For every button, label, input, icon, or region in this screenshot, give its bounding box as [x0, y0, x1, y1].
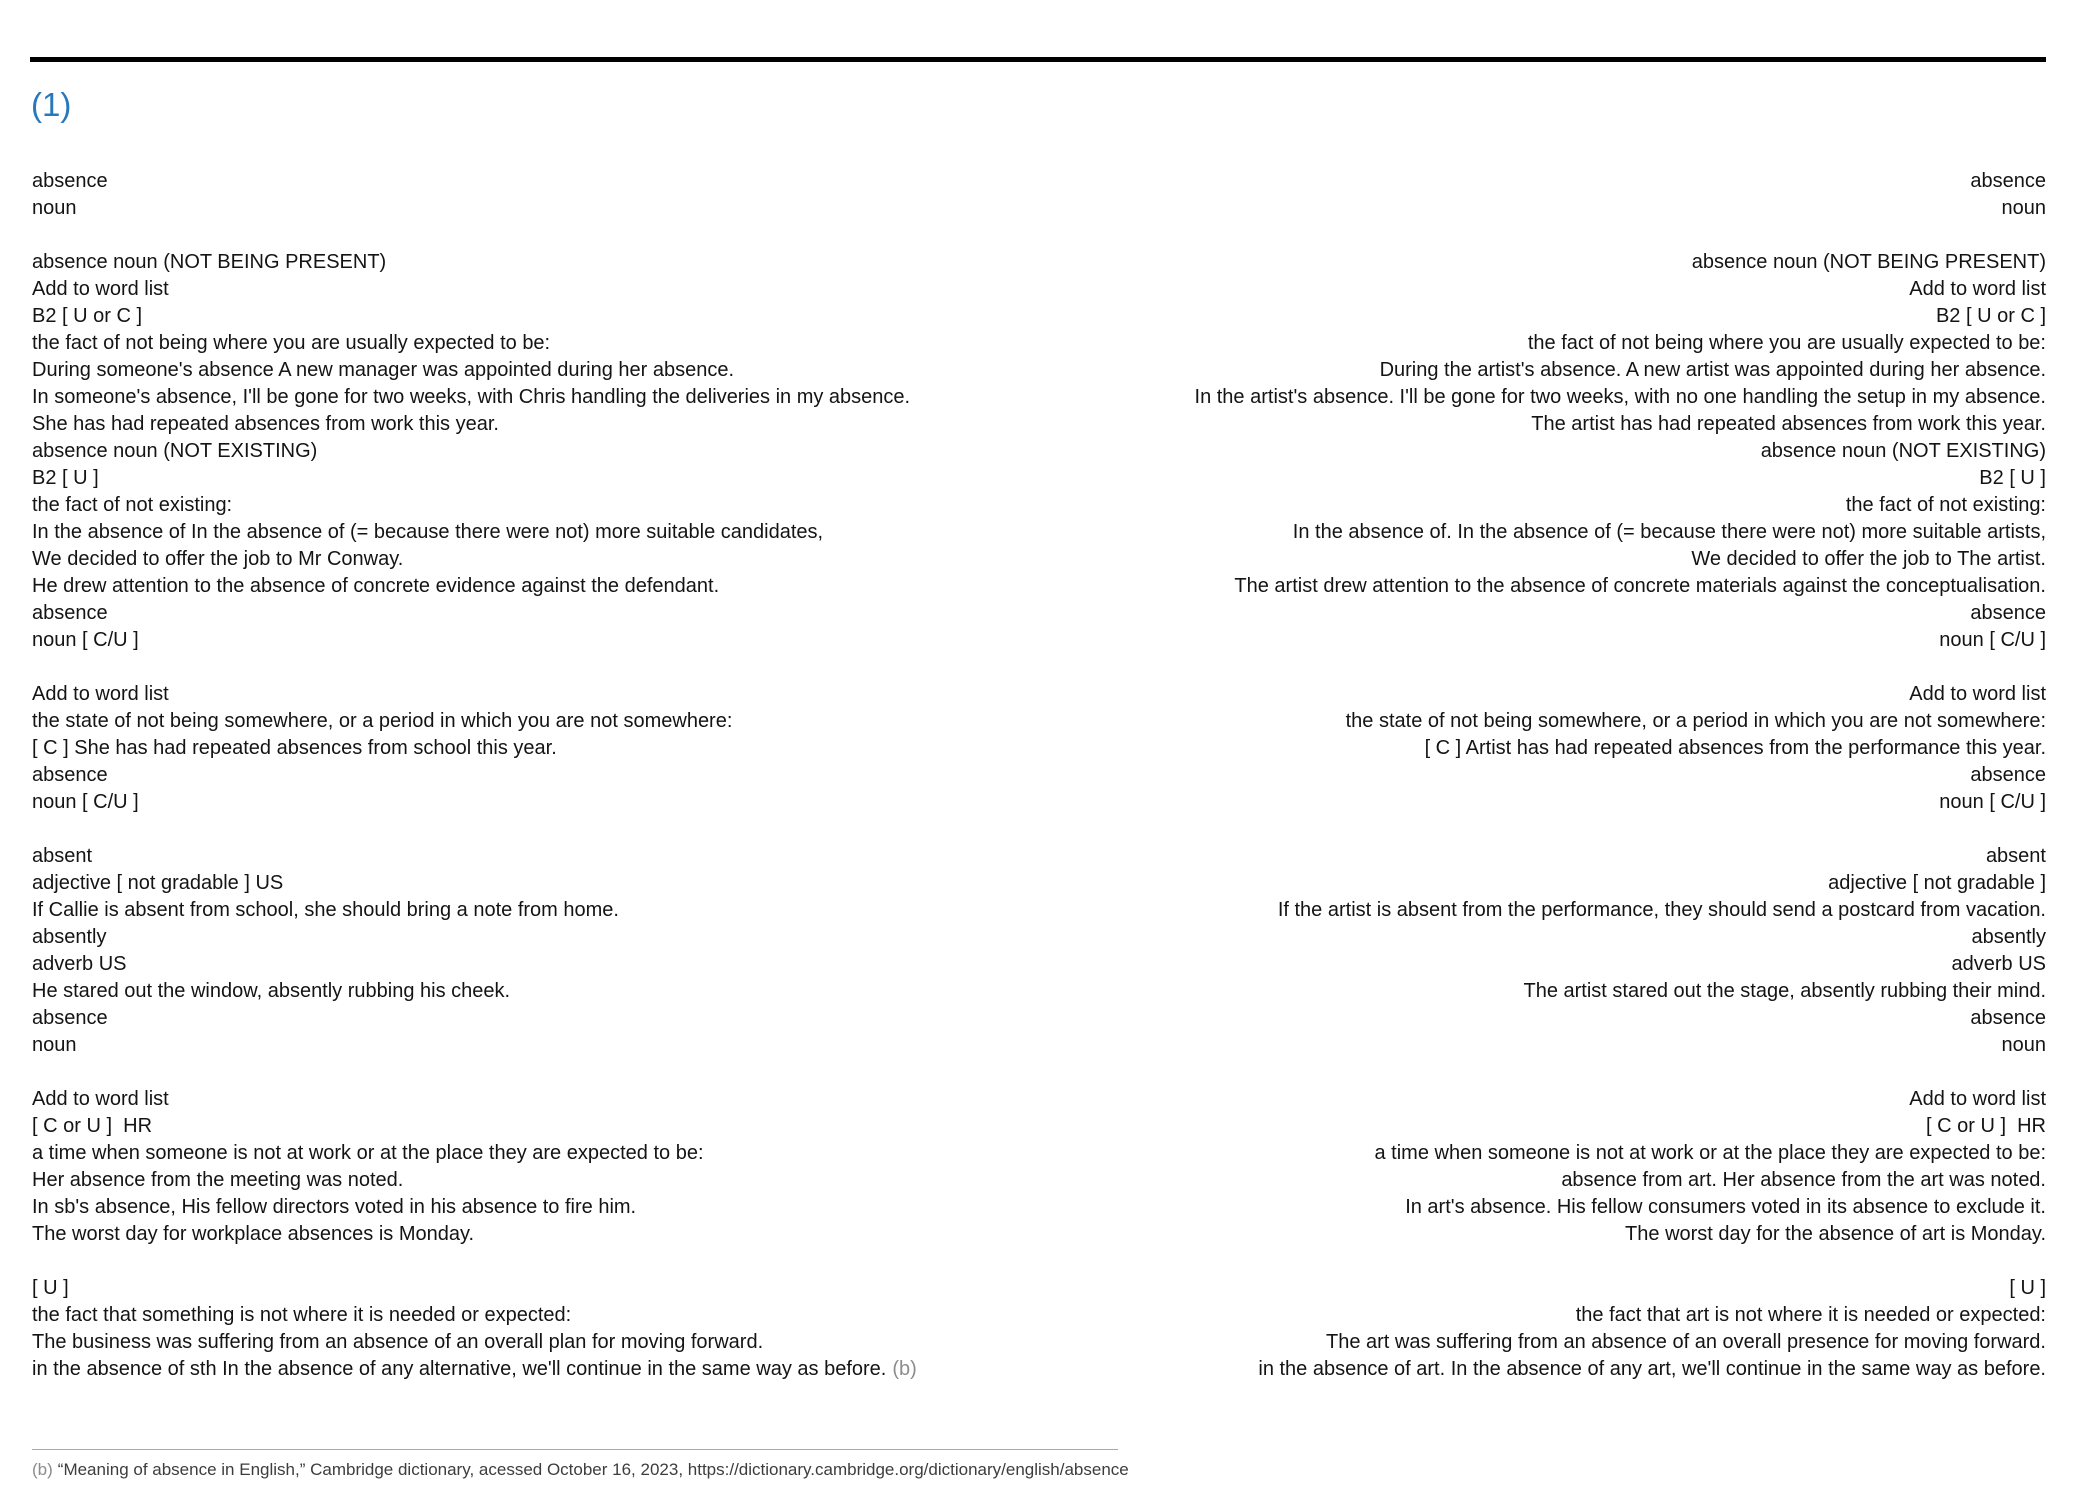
text-line	[32, 330, 1039, 357]
line-text: adverb US	[1951, 953, 2046, 975]
text-line	[32, 654, 1039, 681]
line-text: In sb's absence, His fellow directors voted in his absence to fire him.	[32, 1196, 637, 1218]
line-text: B2 [ U ]	[1979, 467, 2046, 489]
right-dictionary-column	[1039, 168, 2046, 1383]
text-line	[1039, 438, 2046, 465]
line-text: noun	[32, 1034, 77, 1056]
text-line	[1039, 978, 2046, 1005]
line-text: We decided to offer the job to Mr Conway.	[32, 548, 404, 570]
line-text: absence	[1970, 602, 2046, 624]
top-rule	[30, 57, 2046, 62]
text-line	[32, 1059, 1039, 1086]
line-text: He stared out the window, absently rubbing his cheek.	[32, 980, 511, 1002]
text-line	[1039, 357, 2046, 384]
line-text: He drew attention to the absence of concrete evidence against the defendant.	[32, 575, 720, 597]
text-line	[32, 1302, 1039, 1329]
line-text: In the absence of In the absence of (= because there were not) more suitable candidates,	[32, 521, 824, 543]
text-line	[1039, 384, 2046, 411]
text-line	[1039, 573, 2046, 600]
line-text: in the absence of art. In the absence of any art, we'll continue in the same way as before.	[1258, 1358, 2046, 1380]
text-line	[1039, 303, 2046, 330]
line-text: noun	[32, 197, 77, 219]
text-line	[32, 951, 1039, 978]
text-line	[1039, 168, 2046, 195]
line-text: absence noun (NOT EXISTING)	[32, 440, 318, 462]
text-line	[1039, 276, 2046, 303]
text-line	[32, 681, 1039, 708]
text-line	[1039, 1275, 2046, 1302]
text-line	[1039, 1005, 2046, 1032]
text-line	[32, 843, 1039, 870]
line-text: B2 [ U ]	[32, 467, 99, 489]
line-text: absence	[1970, 764, 2046, 786]
line-text: the state of not being somewhere, or a period in which you are not somewhere:	[32, 710, 733, 732]
line-text: Add to word list	[32, 278, 169, 300]
figure-label: (1)	[31, 86, 72, 123]
text-line	[1039, 195, 2046, 222]
text-line	[32, 870, 1039, 897]
text-line	[1039, 1086, 2046, 1113]
text-line	[1039, 870, 2046, 897]
line-text: Add to word list	[1909, 278, 2046, 300]
line-text: The artist drew attention to the absence of concrete materials against the conceptualisation.	[1234, 575, 2046, 597]
text-line	[32, 1248, 1039, 1275]
text-line	[1039, 951, 2046, 978]
footnote-text: “Meaning of absence in English,” Cambridge dictionary, acessed October 16, 2023, https://dictionary.cambridge.org/dictionary/english/absence	[57, 1460, 1129, 1479]
text-line	[32, 1005, 1039, 1032]
line-reference-marker: (b)	[892, 1358, 917, 1380]
line-text: absence noun (NOT EXISTING)	[1760, 440, 2046, 462]
line-text: the fact of not existing:	[1845, 494, 2046, 516]
text-line	[1039, 330, 2046, 357]
text-line	[32, 357, 1039, 384]
text-line	[1039, 1113, 2046, 1140]
text-line	[1039, 1356, 2046, 1383]
text-line	[1039, 1032, 2046, 1059]
text-line	[32, 978, 1039, 1005]
text-line	[1039, 249, 2046, 276]
text-line	[32, 492, 1039, 519]
line-text: [ U ]	[2009, 1277, 2046, 1299]
line-text: Add to word list	[32, 1088, 169, 1110]
text-line	[32, 276, 1039, 303]
line-text: the fact of not being where you are usually expected to be:	[1527, 332, 2046, 354]
line-text: [ C or U ] HR	[32, 1115, 153, 1137]
text-line	[32, 708, 1039, 735]
text-line	[32, 303, 1039, 330]
line-text: The artist has had repeated absences from work this year.	[1531, 413, 2046, 435]
line-text: The business was suffering from an absence of an overall plan for moving forward.	[32, 1331, 764, 1353]
line-text: adjective [ not gradable ]	[1828, 872, 2046, 894]
line-text: absently	[32, 926, 107, 948]
text-line	[32, 1113, 1039, 1140]
text-line	[1039, 411, 2046, 438]
line-text: B2 [ U or C ]	[32, 305, 143, 327]
line-text: noun [ C/U ]	[1939, 629, 2046, 651]
text-line	[1039, 600, 2046, 627]
text-line	[1039, 1221, 2046, 1248]
line-text: absence	[32, 1007, 108, 1029]
text-line	[1039, 762, 2046, 789]
text-line	[1039, 816, 2046, 843]
text-line	[1039, 708, 2046, 735]
line-text: The art was suffering from an absence of an overall presence for moving forward.	[1326, 1331, 2046, 1353]
text-line	[32, 1167, 1039, 1194]
line-text: [ C ] Artist has had repeated absences from the performance this year.	[1424, 737, 2046, 759]
text-line	[32, 168, 1039, 195]
line-text: adverb US	[32, 953, 127, 975]
line-text: absence	[32, 764, 108, 786]
line-text: In someone's absence, I'll be gone for two weeks, with Chris handling the deliveries in my absence.	[32, 386, 911, 408]
line-text: a time when someone is not at work or at the place they are expected to be:	[32, 1142, 704, 1164]
line-text: absence	[32, 170, 108, 192]
text-line	[32, 789, 1039, 816]
text-line	[32, 897, 1039, 924]
text-line	[32, 924, 1039, 951]
line-text: absent	[1985, 845, 2046, 867]
line-text: a time when someone is not at work or at the place they are expected to be:	[1374, 1142, 2046, 1164]
line-text: We decided to offer the job to The artist.	[1691, 548, 2046, 570]
line-text: noun	[2001, 1034, 2046, 1056]
text-line	[1039, 222, 2046, 249]
footnote	[32, 1460, 1129, 1480]
text-line	[1039, 465, 2046, 492]
line-text: Add to word list	[32, 683, 169, 705]
text-line	[32, 1275, 1039, 1302]
line-text: the fact that something is not where it is needed or expected:	[32, 1304, 572, 1326]
line-text: noun [ C/U ]	[32, 791, 139, 813]
text-line	[32, 1329, 1039, 1356]
line-text: in the absence of sth In the absence of any alternative, we'll continue in the same way as before.	[32, 1358, 887, 1380]
text-line	[32, 600, 1039, 627]
text-line	[1039, 735, 2046, 762]
text-line	[32, 222, 1039, 249]
text-line	[1039, 519, 2046, 546]
line-text: absence noun (NOT BEING PRESENT)	[32, 251, 387, 273]
line-text: [ C or U ] HR	[1925, 1115, 2046, 1137]
text-line	[32, 573, 1039, 600]
line-text: In art's absence. His fellow consumers voted in its absence to exclude it.	[1405, 1196, 2046, 1218]
text-line	[1039, 546, 2046, 573]
text-line	[1039, 1248, 2046, 1275]
line-text: In the absence of. In the absence of (= because there were not) more suitable artists,	[1292, 521, 2046, 543]
text-line	[32, 627, 1039, 654]
line-text: The worst day for workplace absences is Monday.	[32, 1223, 475, 1245]
line-text: [ C ] She has had repeated absences from school this year.	[32, 737, 557, 759]
text-line	[1039, 654, 2046, 681]
text-line	[1039, 681, 2046, 708]
line-text: B2 [ U or C ]	[1935, 305, 2046, 327]
line-text: absence	[1970, 1007, 2046, 1029]
text-line	[1039, 1329, 2046, 1356]
text-line	[32, 546, 1039, 573]
line-text: the fact of not being where you are usually expected to be:	[32, 332, 551, 354]
text-line	[1039, 1140, 2046, 1167]
text-line	[1039, 924, 2046, 951]
line-text: Add to word list	[1909, 683, 2046, 705]
text-line	[32, 1221, 1039, 1248]
line-text: absence from art. Her absence from the art was noted.	[1561, 1169, 2046, 1191]
text-line	[32, 762, 1039, 789]
line-text: [ U ]	[32, 1277, 69, 1299]
text-line	[32, 384, 1039, 411]
text-line	[32, 816, 1039, 843]
footnote-rule	[32, 1449, 1118, 1450]
text-line	[32, 249, 1039, 276]
text-line	[32, 195, 1039, 222]
text-line	[32, 1086, 1039, 1113]
text-line	[32, 1032, 1039, 1059]
line-text: If Callie is absent from school, she should bring a note from home.	[32, 899, 619, 921]
line-text: the fact that art is not where it is needed or expected:	[1575, 1304, 2046, 1326]
text-line	[32, 1140, 1039, 1167]
text-line	[32, 1356, 1039, 1383]
line-text: If the artist is absent from the performance, they should send a postcard from vacation.	[1277, 899, 2046, 921]
text-line	[1039, 897, 2046, 924]
line-text: absence	[32, 602, 108, 624]
text-line	[32, 735, 1039, 762]
text-line	[32, 1194, 1039, 1221]
left-dictionary-column	[32, 168, 1039, 1383]
line-text: the state of not being somewhere, or a period in which you are not somewhere:	[1345, 710, 2046, 732]
line-text: During the artist's absence. A new artist was appointed during her absence.	[1379, 359, 2046, 381]
line-text: Her absence from the meeting was noted.	[32, 1169, 404, 1191]
text-line	[32, 519, 1039, 546]
dictionary-columns	[32, 168, 2046, 1383]
text-line	[1039, 627, 2046, 654]
line-text: noun [ C/U ]	[32, 629, 139, 651]
line-text: absent	[32, 845, 93, 867]
text-line	[1039, 1167, 2046, 1194]
text-line	[1039, 1302, 2046, 1329]
line-text: absently	[1971, 926, 2046, 948]
text-line	[1039, 1194, 2046, 1221]
line-text: Add to word list	[1909, 1088, 2046, 1110]
line-text: noun [ C/U ]	[1939, 791, 2046, 813]
line-text: The artist stared out the stage, absently rubbing their mind.	[1523, 980, 2046, 1002]
line-text: adjective [ not gradable ] US	[32, 872, 284, 894]
text-line	[1039, 492, 2046, 519]
text-line	[1039, 1059, 2046, 1086]
text-line	[32, 438, 1039, 465]
line-text: absence noun (NOT BEING PRESENT)	[1691, 251, 2046, 273]
line-text: During someone's absence A new manager was appointed during her absence.	[32, 359, 735, 381]
line-text: The worst day for the absence of art is Monday.	[1625, 1223, 2046, 1245]
line-text: In the artist's absence. I'll be gone for two weeks, with no one handling the setup in my absence.	[1194, 386, 2046, 408]
line-text: the fact of not existing:	[32, 494, 233, 516]
line-text: She has had repeated absences from work this year.	[32, 413, 499, 435]
text-line	[32, 465, 1039, 492]
line-text: noun	[2001, 197, 2046, 219]
text-line	[1039, 843, 2046, 870]
text-line	[1039, 789, 2046, 816]
text-line	[32, 411, 1039, 438]
line-text: absence	[1970, 170, 2046, 192]
footnote-marker: (b)	[32, 1460, 53, 1479]
